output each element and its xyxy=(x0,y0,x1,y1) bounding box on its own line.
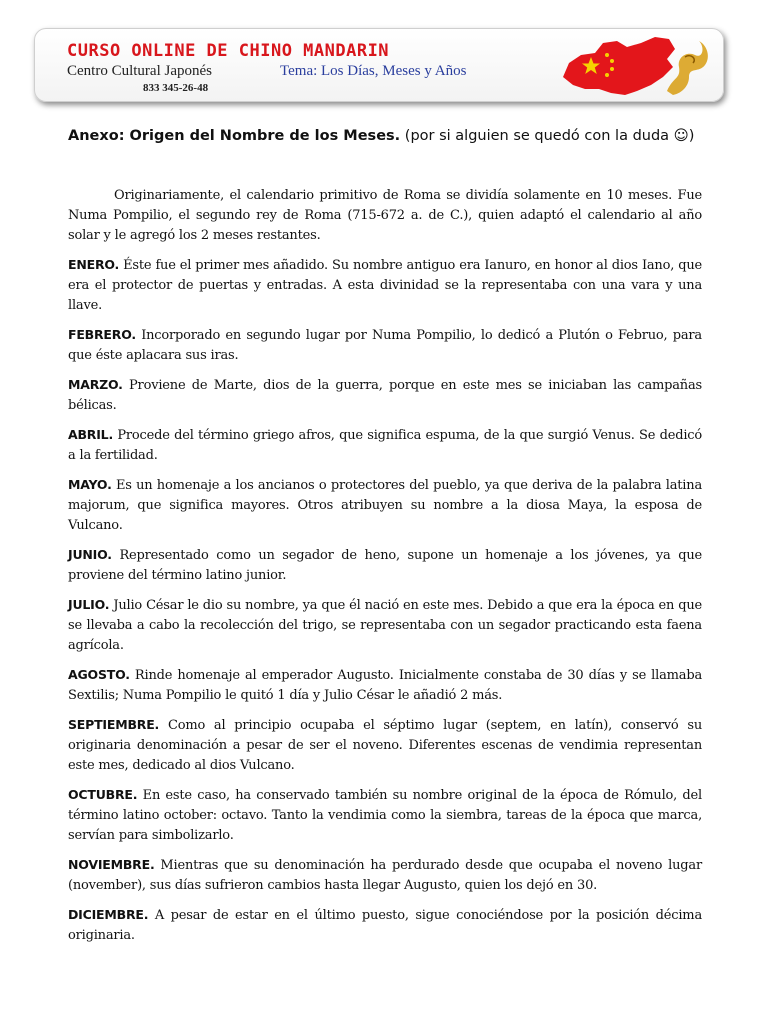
month-name: ENERO. xyxy=(68,257,120,272)
month-description: Incorporado en segundo lugar por Numa Pompilio, lo dedicó a Plutón o Februo, para que éste aplacara sus iras. xyxy=(68,328,702,363)
china-flag-map-dragon-logo xyxy=(555,33,715,99)
phone-number: 833 345-26-48 xyxy=(143,82,209,94)
month-name: OCTUBRE. xyxy=(68,787,138,802)
month-name: SEPTIEMBRE. xyxy=(68,717,160,732)
month-description: Éste fue el primer mes añadido. Su nombre antiguo era Ianuro, en honor al dios Iano, que era el protector de puertas y entradas. A esta divinidad se la representaba con una vara y una llave. xyxy=(68,258,702,313)
month-paragraph-octubre xyxy=(68,785,702,846)
month-description: En este caso, ha conservado también su nombre original de la época de Rómulo, del término latino october: octavo. Tanto la vendimia como la siembra, tareas de la época que marca, servían para simbolizarlo. xyxy=(68,788,702,843)
annex-title xyxy=(68,128,708,144)
month-name: FEBRERO. xyxy=(68,327,136,342)
month-paragraph-marzo xyxy=(68,375,702,416)
intro-paragraph: Originariamente, el calendario primitivo de Roma se dividía solamente en 10 meses. Fue Numa Pompilio, el segundo rey de Roma (715-672 a. de C.), quien adaptó el calendario al año solar y le agregó los 2 meses restantes. xyxy=(68,188,702,243)
month-name: DICIEMBRE. xyxy=(68,907,149,922)
annex-heading: Anexo: Origen del Nombre de los Meses. xyxy=(68,128,401,144)
month-paragraph-diciembre xyxy=(68,905,702,946)
month-name: ABRIL. xyxy=(68,427,113,442)
month-paragraph-noviembre xyxy=(68,855,702,896)
month-name: JULIO. xyxy=(68,597,110,612)
month-description: Proviene de Marte, dios de la guerra, porque en este mes se iniciaban las campañas bélicas. xyxy=(68,378,702,413)
month-description: Es un homenaje a los ancianos o protectores del pueblo, ya que deriva de la palabra latina majorum, que significa mayores. Otros atribuyen su nombre a la diosa Maya, la esposa de Vulcano. xyxy=(68,478,702,533)
month-description: Representado como un segador de heno, supone un homenaje a los jóvenes, ya que proviene del término latino junior. xyxy=(68,548,702,583)
topic-title: Tema: Los Días, Meses y Años xyxy=(280,63,467,79)
month-paragraph-abril xyxy=(68,425,702,466)
annex-note: (por si alguien se quedó con la duda ☺) xyxy=(400,128,695,144)
month-paragraph-febrero xyxy=(68,325,702,366)
month-description: A pesar de estar en el último puesto, sigue conociéndose por la posición décima originaria. xyxy=(68,908,702,943)
month-paragraph-julio xyxy=(68,595,702,656)
month-name: AGOSTO. xyxy=(68,667,130,682)
document-body xyxy=(68,186,702,955)
month-description: Procede del término griego afros, que significa espuma, de la que surgió Venus. Se dedicó a la fertilidad. xyxy=(68,428,702,463)
month-name: JUNIO. xyxy=(68,547,112,562)
month-name: MARZO. xyxy=(68,377,123,392)
month-description: Rinde homenaje al emperador Augusto. Inicialmente constaba de 30 días y se llamaba Sextilis; Numa Pompilio le quitó 1 día y Julio César le añadió 2 más. xyxy=(68,668,702,703)
month-paragraph-agosto xyxy=(68,665,702,706)
month-name: MAYO. xyxy=(68,477,112,492)
month-paragraph-enero xyxy=(68,255,702,316)
month-description: Julio César le dio su nombre, ya que él nació en este mes. Debido a que era la época en que se llevaba a cabo la recolección del trigo, se representaba con un segador practicando esta faena agrícola. xyxy=(68,598,702,653)
month-paragraph-septiembre xyxy=(68,715,702,776)
center-name: Centro Cultural Japonés xyxy=(67,63,212,79)
month-paragraph-junio xyxy=(68,545,702,586)
course-title: CURSO ONLINE DE CHINO MANDARIN xyxy=(67,41,390,61)
month-paragraph-mayo xyxy=(68,475,702,536)
month-name: NOVIEMBRE. xyxy=(68,857,155,872)
month-description: Mientras que su denominación ha perdurado desde que ocupaba el noveno lugar (november), sus días sufrieron cambios hasta llegar Augusto, quien los dejó en 30. xyxy=(68,858,702,893)
document-header xyxy=(34,28,724,102)
month-description: Como al principio ocupaba el séptimo lugar (septem, en latín), conservó su originaria denominación a pesar de ser el noveno. Diferentes escenas de vendimia representan este mes, dedicado al dios Vulcano. xyxy=(68,718,702,773)
